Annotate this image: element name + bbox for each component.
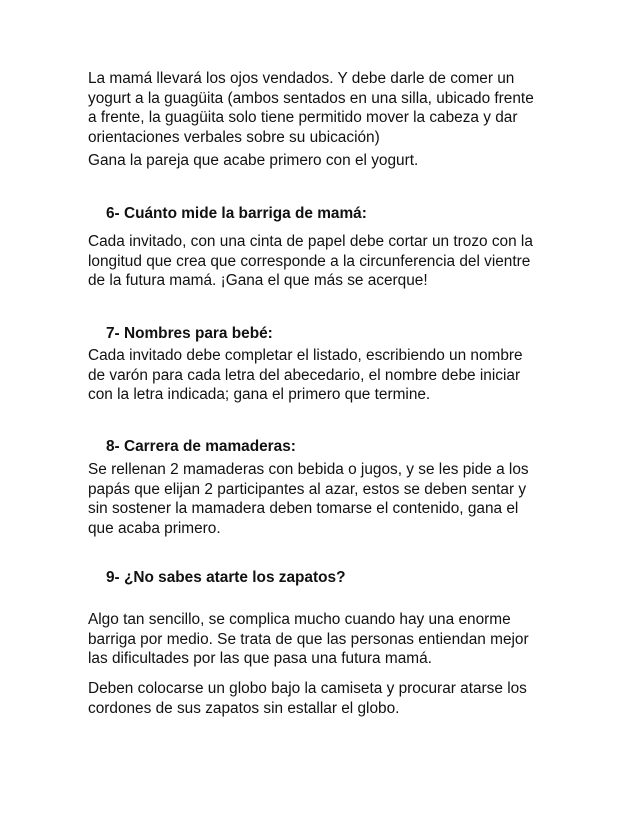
text-line: barriga por medio. Se trata de que las personas entiendan mejor — [88, 630, 529, 648]
section-heading-8: 8- Carrera de mamaderas: — [106, 438, 296, 455]
section-body-9 — [88, 610, 558, 669]
text-line: yogurt a la guagüita (ambos sentados en una silla, ubicado frente — [88, 89, 534, 107]
text-line: Deben colocarse un globo bajo la camiseta y procurar atarse los — [88, 680, 527, 697]
text-line: Cada invitado debe completar el listado, escribiendo un nombre — [88, 347, 523, 364]
text-line: Cada invitado, con una cinta de papel debe cortar un trozo con la — [88, 233, 533, 250]
section-body-6 — [88, 232, 558, 291]
section-heading-6: 6- Cuánto mide la barriga de mamá: — [106, 205, 367, 222]
section-heading-7: 7- Nombres para bebé: — [106, 325, 273, 342]
text-line: que acaba primero. — [88, 519, 221, 537]
intro-paragraph — [88, 69, 558, 147]
section-body-9-extra — [88, 679, 558, 718]
text-line: cordones de sus zapatos sin estallar el globo. — [88, 699, 400, 717]
text-line: las dificultades por las que pasa una futura mamá. — [88, 650, 432, 667]
text-line: longitud que crea que corresponde a la circunferencia del vientre — [88, 252, 531, 270]
section-heading-9: 9- ¿No sabes atarte los zapatos? — [106, 569, 346, 586]
text-line: Se rellenan 2 mamaderas con bebida o jugos, y se les pide a los — [88, 461, 529, 478]
text-line: sin sostener la mamadera deben tomarse el contenido, gana el — [88, 500, 519, 517]
text-line: Gana la pareja que acabe primero con el yogurt. — [88, 152, 419, 169]
text-line: papás que elijan 2 participantes al azar, estos se deben sentar y — [88, 480, 527, 498]
text-line: Algo tan sencillo, se complica mucho cuando hay una enorme — [88, 611, 511, 628]
text-line: de la futura mamá. ¡Gana el que más se acerque! — [88, 272, 428, 289]
text-line: orientaciones verbales sobre su ubicación) — [88, 128, 380, 146]
text-line: a frente, la guagüita solo tiene permitido mover la cabeza y dar — [88, 109, 518, 126]
section-body-7 — [88, 346, 558, 405]
intro-win-paragraph — [88, 151, 558, 171]
text-line: La mamá llevará los ojos vendados. Y debe darle de comer un — [88, 70, 515, 87]
text-line: con la letra indicada; gana el primero que termine. — [88, 386, 431, 403]
text-line: de varón para cada letra del abecedario, el nombre debe iniciar — [88, 366, 521, 384]
section-body-8 — [88, 460, 558, 538]
